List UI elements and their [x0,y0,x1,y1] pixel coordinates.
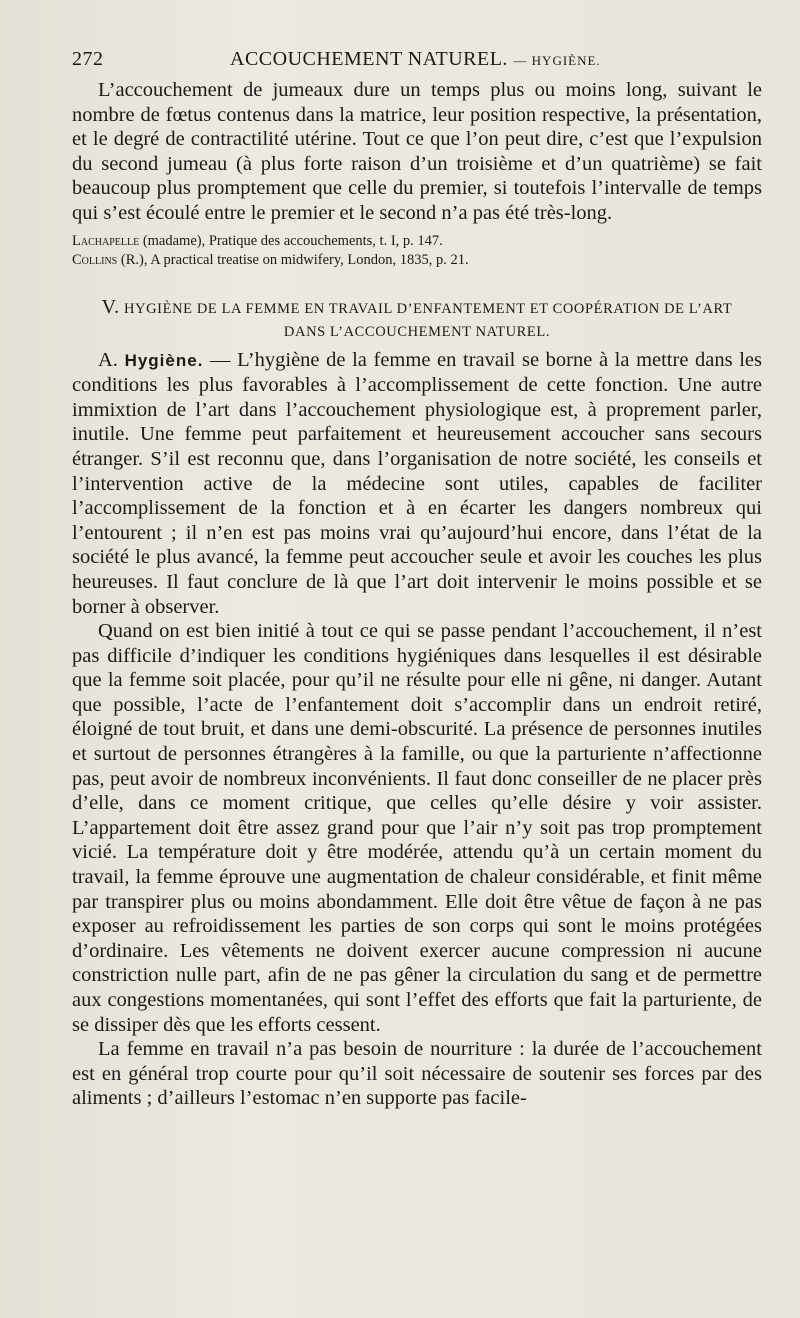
section-number: V. [101,295,120,318]
section-title-2: DANS L’ACCOUCHEMENT NATUREL. [283,323,551,340]
subsection-text: — L’hygiène de la femme en travail se borne à la mettre dans les conditions les plus favorables à l’accomplissement de cette fonction. Une autre immixtion de l’art dans l’accouchement physiologique est, à proprement parler, inutile. Une femme peut parfaitement et heureusement accoucher sans secours étranger. S’il est reconnu que, dans l’organisation de notre société, les conseils et l’intervention active de la médecine sont utiles, capables de faciliter l’accomplissement de la fonction et à en écarter les dangers nombreux qui l’entourent ; il n’en est pas moins vrai qu’aujourd’hui encore, dans l’état de la société le plus avancé, la femme peut accoucher seule et avoir les couches les plus heureuses. Il faut conclure de là que l’art doit intervenir le moins possible et se borner à observer. [72,348,763,618]
reference-text: (R.), A practical treatise on midwifery, London, 1835, p. 21. [120,251,469,268]
running-header [72,44,762,78]
reference-item [72,232,762,251]
running-title [230,48,601,71]
reference-author: Collins [72,251,118,268]
section-heading-line2 [72,321,762,344]
paragraph-jumeaux: L’accouchement de jumeaux dure un temps plus ou moins long, suivant le nombre de fœtus contenus dans la matrice, leur position respective, la présentation, et le degré de contractilité utérine. Tout ce que l’on peut dire, c’est que l’expulsion du second jumeau (à plus forte raison d’un troisième et d’un quatrième) se fait beaucoup plus promptement que celle du premier, si toutefois l’intervalle de temps qui s’est écoulé entre le premier et le second n’a pas été très-long. [72,79,762,224]
reference-text: (madame), Pratique des accouchements, t. I, p. 147. [142,232,443,249]
subsection-label: A. [98,348,118,371]
section-heading-line1 [72,296,762,321]
section-heading [72,296,762,344]
subsection-heading: Hygiène. [124,350,204,370]
running-title-sub: — HYGIÈNE. [513,53,601,68]
page-number: 272 [72,48,104,70]
reference-item [72,251,762,270]
paragraph-nourriture: La femme en travail n’a pas besoin de nourriture : la durée de l’accouchement est en général trop courte pour qu’il soit nécessaire de soutenir ses forces par des aliments ; d’ailleurs l’estomac n’en supporte pas facile- [72,1038,762,1110]
paragraph-hygiene [72,348,762,620]
section-title-1: HYGIÈNE DE LA FEMME EN TRAVAIL D’ENFANTEMENT ET COOPÉRATION DE L’ART [123,300,733,317]
running-title-main: ACCOUCHEMENT NATUREL. [230,48,508,70]
paragraph-conditions: Quand on est bien initié à tout ce qui se passe pendant l’accouchement, il n’est pas difficile d’indiquer les conditions hygiéniques dans lesquelles il est désirable que la femme soit placée, pour qu’il ne résulte pour elle ni gêne, ni danger. Autant que possible, l’acte de l’enfantement doit s’accomplir dans un endroit retiré, éloigné de tout bruit, et dans une demi-obscurité. La présence de personnes inutiles et surtout de personnes étrangères à la famille, ou que la parturiente n’affectionne pas, peut avoir de nombreux inconvénients. Il faut donc conseiller de ne placer près d’elle, dans ce moment critique, que celles qu’elle désire y voir assister. L’appartement doit être assez grand pour que l’air n’y soit pas trop promptement vicié. La température doit y être modérée, attendu qu’à un certain moment du travail, la femme éprouve une augmentation de chaleur considérable, et finit même par transpirer plus ou moins abondamment. Elle doit être vêtue de façon à ne pas exposer au refroidissement les parties de son corps qui sont le moins protégées d’ordinaire. Les vêtements ne doivent exercer aucune compression ni aucune constriction nulle part, afin de ne pas gêner la circulation du sang et de permettre aux congestions momentanées, qui sont l’effet des efforts que fait la parturiente, de se dissiper dès que les efforts cessent. [72,620,762,1036]
references [72,232,762,270]
reference-author: Lachapelle [72,232,140,249]
